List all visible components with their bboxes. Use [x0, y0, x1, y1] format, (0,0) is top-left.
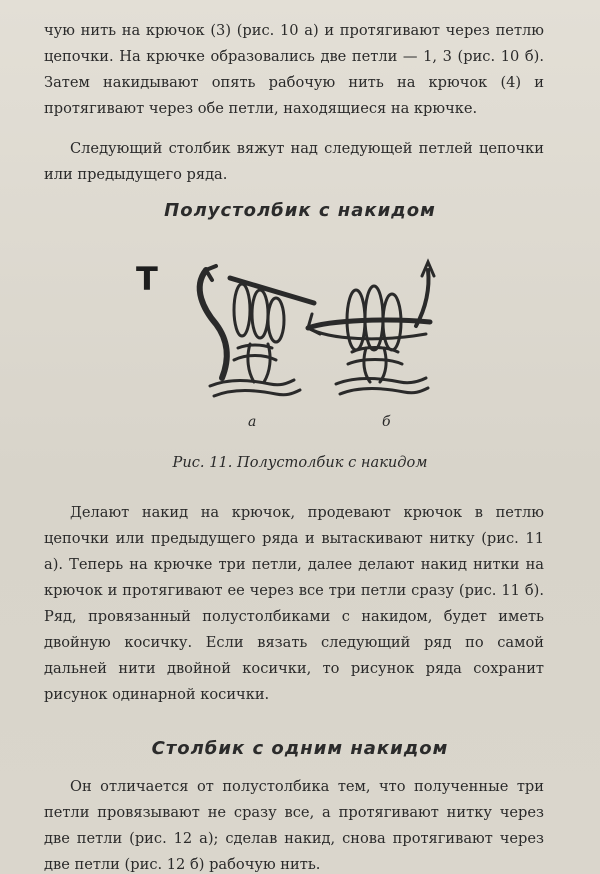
diagram-a: [200, 266, 314, 396]
figure-caption: Рис. 11. Полустолбик с накидом: [172, 454, 428, 471]
figure-label-a: а: [248, 414, 257, 430]
stitch-symbol: T: [136, 260, 158, 298]
figure-11: [130, 248, 450, 412]
crochet-illustration: [130, 248, 450, 408]
paragraph-4: Он отличается от полустолбика тем, что полученные три петли провязывают не сразу все, а протягивают нитку через две петли (рис. 12 а); сделав накид, снова протягивают через две петли (рис. 12 б) рабочую нить.: [44, 778, 544, 873]
diagram-b: [308, 262, 434, 394]
paragraph-2: Следующий столбик вяжут над следующей петлей цепочки или предыдущего ряда.: [44, 140, 544, 183]
paragraph-3: Делают накид на крючок, продевают крючок в петлю цепочки или предыдущего ряда и вытаскивают нитку (рис. 11 а). Теперь на крючке три петли, далее делают накид нитки на крючок и протягивают ее через все три петли сразу (рис. 11 б). Ряд, провязанный полустолбиками с накидом, будет иметь двойную косичку. Если вязать следующий ряд по самой дальней нити двойной косички, то рисунок ряда сохранит рисунок одинарной косички.: [44, 504, 544, 703]
figure-label-b: б: [382, 414, 391, 430]
section-heading-half-double-crochet: Полустолбик с накидом: [164, 200, 436, 221]
section-heading-double-crochet: Столбик с одним накидом: [151, 738, 449, 759]
paragraph-1: чую нить на крючок (3) (рис. 10 а) и протягивают через петлю цепочки. На крючке образовались две петли — 1, 3 (рис. 10 б). Затем накидывают опять рабочую нить на крючок (4) и протягивают через обе петли, находящиеся на крючке.: [44, 22, 544, 117]
